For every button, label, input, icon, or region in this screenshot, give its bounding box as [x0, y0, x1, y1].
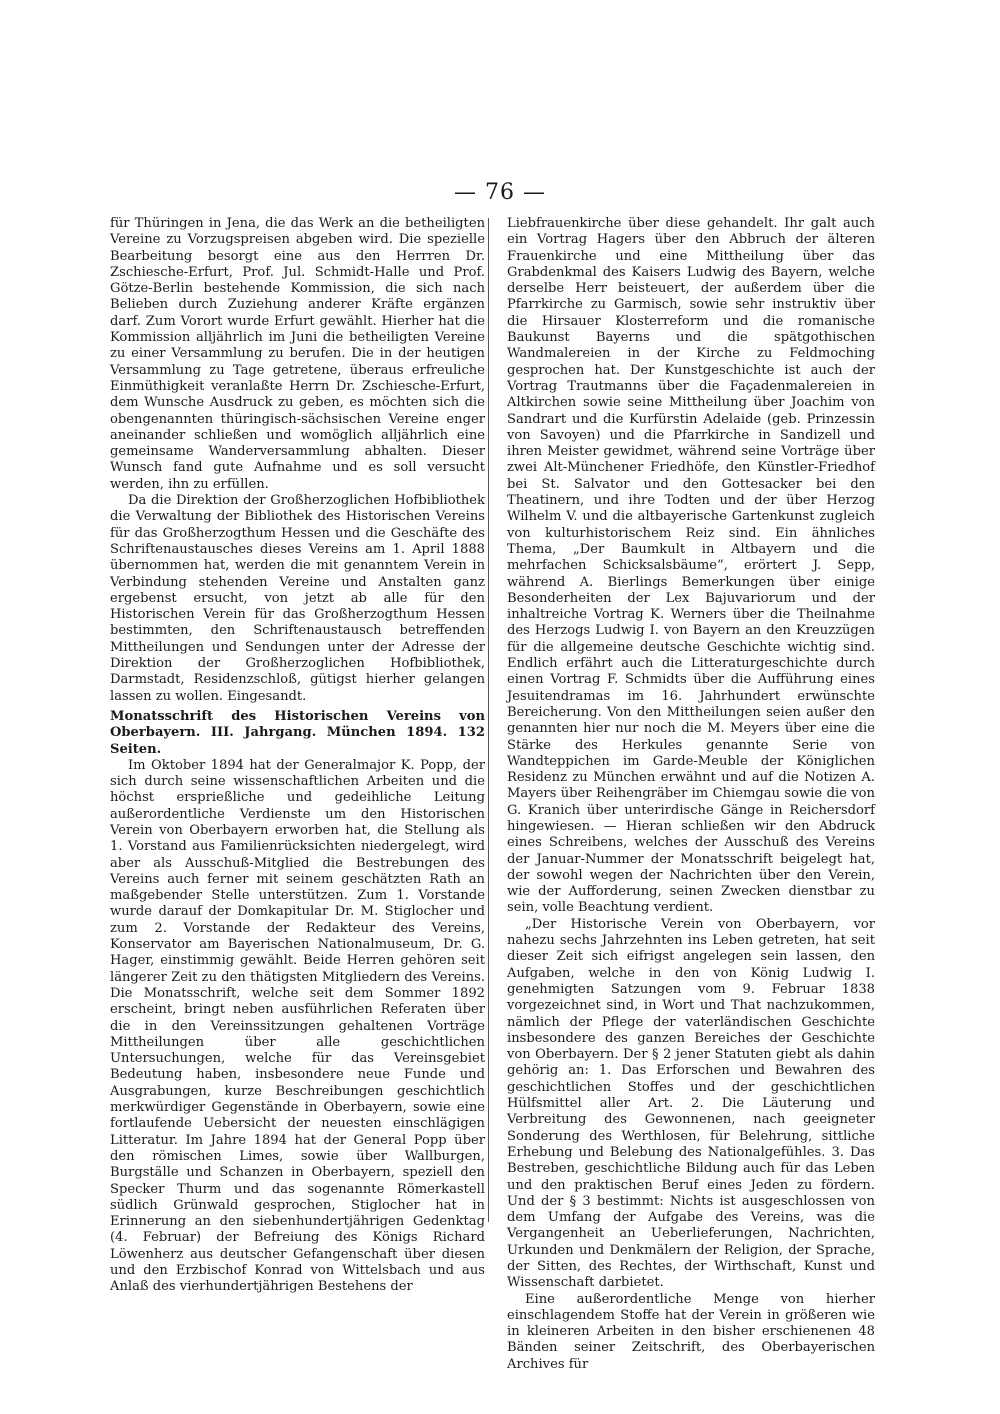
paragraph: für Thüringen in Jena, die das Werk an die betheiligten Vereine zu Vorzugspreisen abgeben wird. Die spezielle Bearbeitung besorgt eine aus den Herrren Dr. Zschiesche-Erfurt, Prof. Jul. Schmidt-Halle und Prof. Götze-Berlin bestehende Kommission, die sich nach Belieben durch Zuziehung anderer Kräfte ergänzen darf. Zum Vorort wurde Erfurt gewählt. Hierher hat die Kommission alljährlich im Juni die betheiligten Vereine zu einer Versammlung zu berufen. Die in der heutigen Versammlung zu Tage getretene, überaus erfreuliche Einmüthigkeit veranlaßte Herrn Dr. Zschiesche-Erfurt, dem Wunsche Ausdruck zu geben, es möchten sich die obengenannten thüringisch-sächsischen Vereine enger aneinander schließen und womöglich alljährlich eine gemeinsame Wanderversammlung abhalten. Dieser Wunsch fand gute Aufnahme und es soll versucht werden, ihn zu erfüllen. — [110, 216, 485, 492]
quoted-paragraph: „Der Historische Verein von Oberbayern, vor nahezu sechs Jahrzehnten ins Leben getreten, hat seit dieser Zeit sich eifrigst angelegen sein lassen, den Aufgaben, welche in den von König Ludwig I. genehmigten Satzungen vom 9. Februar 1838 vorgezeichnet sind, in Wort und That nachzukommen, nämlich der Pflege der vaterländischen Geschichte insbesondere des ganzen Bereiches der Geschichte von Oberbayern. Der § 2 jener Statuten giebt als dahin gehörig an: 1. Das Erforschen und Bewahren des geschichtlichen Stoffes und der geschichtlichen Hülfsmittel aller Art. 2. Die Läuterung und Verbreitung des Gewonnenen, nach geeigneter Sonderung des Werthlosen, für Belehrung, sittliche Erhebung und Belebung des Nationalgefühles. 3. Das Bestreben, geschichtliche Bildung auch für das Leben und den praktischen Beruf eines Jeden zu fördern. Und der § 3 bestimmt: Nichts ist ausgeschlossen von dem Umfang der Aufgabe des Vereins, was die Vergangenheit an Ueberlieferungen, Nachrichten, Urkunden und Denkmälern der Religion, der Sprache, der Sitten, des Rechtes, der Wirthschaft, Kunst und Wissenschaft darbietet. — [507, 916, 875, 1291]
column-divider — [488, 218, 489, 1222]
review-heading: Monatsschrift des Historischen Vereins von Oberbayern. III. Jahrgang. München 1894. 132 Seiten. — [110, 708, 485, 757]
paragraph: Eine außerordentliche Menge von hierher einschlagendem Stoffe hat der Verein in größeren wie in kleineren Arbeiten in den bisher erschienenen 48 Bänden seiner Zeitschrift, des Oberbayerischen Archives für — [507, 1291, 875, 1372]
paragraph: Da die Direktion der Großherzoglichen Hofbibliothek die Verwaltung der Bibliothek des Historischen Vereins für das Großherzogthum Hessen und die Geschäfte des Schriftenaustausches dieses Vereins am 1. April 1888 übernommen hat, werden die mit genanntem Verein in Verbindung stehenden Vereine und Anstalten ganz ergebenst ersucht, von jetzt ab alle für den Historischen Verein für das Großherzogthum Hessen bestimmten, den Schriftenaustausch betreffenden Mittheilungen und Sendungen unter der Adresse der Direktion der Großherzoglichen Hofbibliothek, Darmstadt, Residenzschloß, gütigst hierher gelangen lassen zu wollen. Eingesandt. — [110, 493, 485, 704]
left-column — [110, 216, 485, 1296]
page-number: — 76 — — [454, 180, 546, 205]
paragraph: Liebfrauenkirche über diese gehandelt. Ihr galt auch ein Vortrag Hagers über den Abbruch der älteren Frauenkirche und eine Mittheilung über das Grabdenkmal des Kaisers Ludwig des Bayern, welche derselbe Herr beisteuert, der außerdem über die Pfarrkirche zu Garmisch, sowie sehr instruktiv über die Hirsauer Klosterreform und die romanische Baukunst Bayerns und die spätgothischen Wandmalereien in der Kirche zu Feldmoching gesprochen hat. Der Kunstgeschichte ist auch der Vortrag Trautmanns über die Façadenmalereien in Altkirchen sowie seine Mittheilung über Joachim von Sandrart und die Kurfürstin Adelaide (geb. Prinzessin von Savoyen) und die Pfarrkirche in Sandizell und ihren Meister gewidmet, während seine Vorträge über zwei Alt-Münchener Friedhöfe, den Künstler-Friedhof bei St. Salvator und den Gottesacker bei den Theatinern, und ihre Todten und der über Herzog Wilhelm V. und die altbayerische Gartenkunst zugleich von kulturhistorischem Reiz sind. Ein ähnliches Thema, „Der Baumkult in Altbayern und die mehrfachen Schicksalsbäume“, erörtert J. Sepp, während A. Bierlings Bemerkungen über einige Besonderheiten der Lex Bajuvariorum und der inhaltreiche Vortrag K. Werners über die Theilnahme des Herzogs Ludwig I. von Bayern an den Kreuzzügen für die allgemeine deutsche Geschichte wichtig sind. Endlich erfährt auch die Litteraturgeschichte durch einen Vortrag F. Schmidts über die Aufführung eines Jesuitendramas im 16. Jahrhundert erwünschte Bereicherung. Von den Mittheilungen seien außer den genannten hier nur noch die M. Meyers über eine die Stärke des Herkules genannte Serie von Wandteppichen im Garde-Meuble der Königlichen Residenz zu München erwähnt und auf die Notizen A. Mayers über Reihengräber im Chiemgau sowie die von G. Kranich über unterirdische Gänge in Reichersdorf hingewiesen. — Hieran schließen wir den Abdruck eines Schreibens, welches der Ausschuß des Vereins der Januar-Nummer der Monatsschrift beigelegt hat, der sowohl wegen der Nachrichten über den Verein, wie der Aufforderung, seinen Zwecken dienstbar zu sein, volle Beachtung verdient. — [507, 216, 875, 916]
paragraph: Im Oktober 1894 hat der Generalmajor K. Popp, der sich durch seine wissenschaftlichen Arbeiten und die höchst ersprießliche und gedeihliche Leitung außerordentliche Verdienste um den Historischen Verein von Oberbayern erworben hat, die Stellung als 1. Vorstand aus Familienrücksichten niedergelegt, wird aber als Ausschuß-Mitglied die Bestrebungen des Vereins auch ferner mit seinem geschätzten Rath an maßgebender Stelle unterstützen. Zum 1. Vorstande wurde darauf der Domkapitular Dr. M. Stiglocher und zum 2. Vorstande der Redakteur des Vereins, Konservator am Bayerischen Nationalmuseum, Dr. G. Hager, einstimmig gewählt. Beide Herren gehören seit längerer Zeit zu den thätigsten Mitgliedern des Vereins. Die Monatsschrift, welche seit dem Sommer 1892 erscheint, bringt neben ausführlichen Referaten über die in den Vereinssitzungen gehaltenen Vorträge Mittheilungen über alle geschichtlichen Untersuchungen, welche für das Vereinsgebiet Bedeutung haben, insbesondere neue Funde und Ausgrabungen, kurze Beschreibungen geschichtlich merkwürdiger Gegenstände in Oberbayern, sowie eine fortlaufende Uebersicht der neuesten einschlägigen Litteratur. Im Jahre 1894 hat der General Popp über den römischen Limes, sowie über Wallburgen, Burgställe und Schanzen in Oberbayern, speziell den Specker Thurm und das sogenannte Römerkastell südlich Grünwald gesprochen, Stiglocher hat in Erinnerung an den siebenhundertjährigen Gedenktag (4. Februar) der Befreiung des Königs Richard Löwenherz aus deutscher Gefangenschaft über diesen und den Erzbischof Konrad von Wittelsbach und aus Anlaß des vierhundertjährigen Bestehens der — [110, 757, 485, 1295]
right-column — [507, 216, 875, 1373]
